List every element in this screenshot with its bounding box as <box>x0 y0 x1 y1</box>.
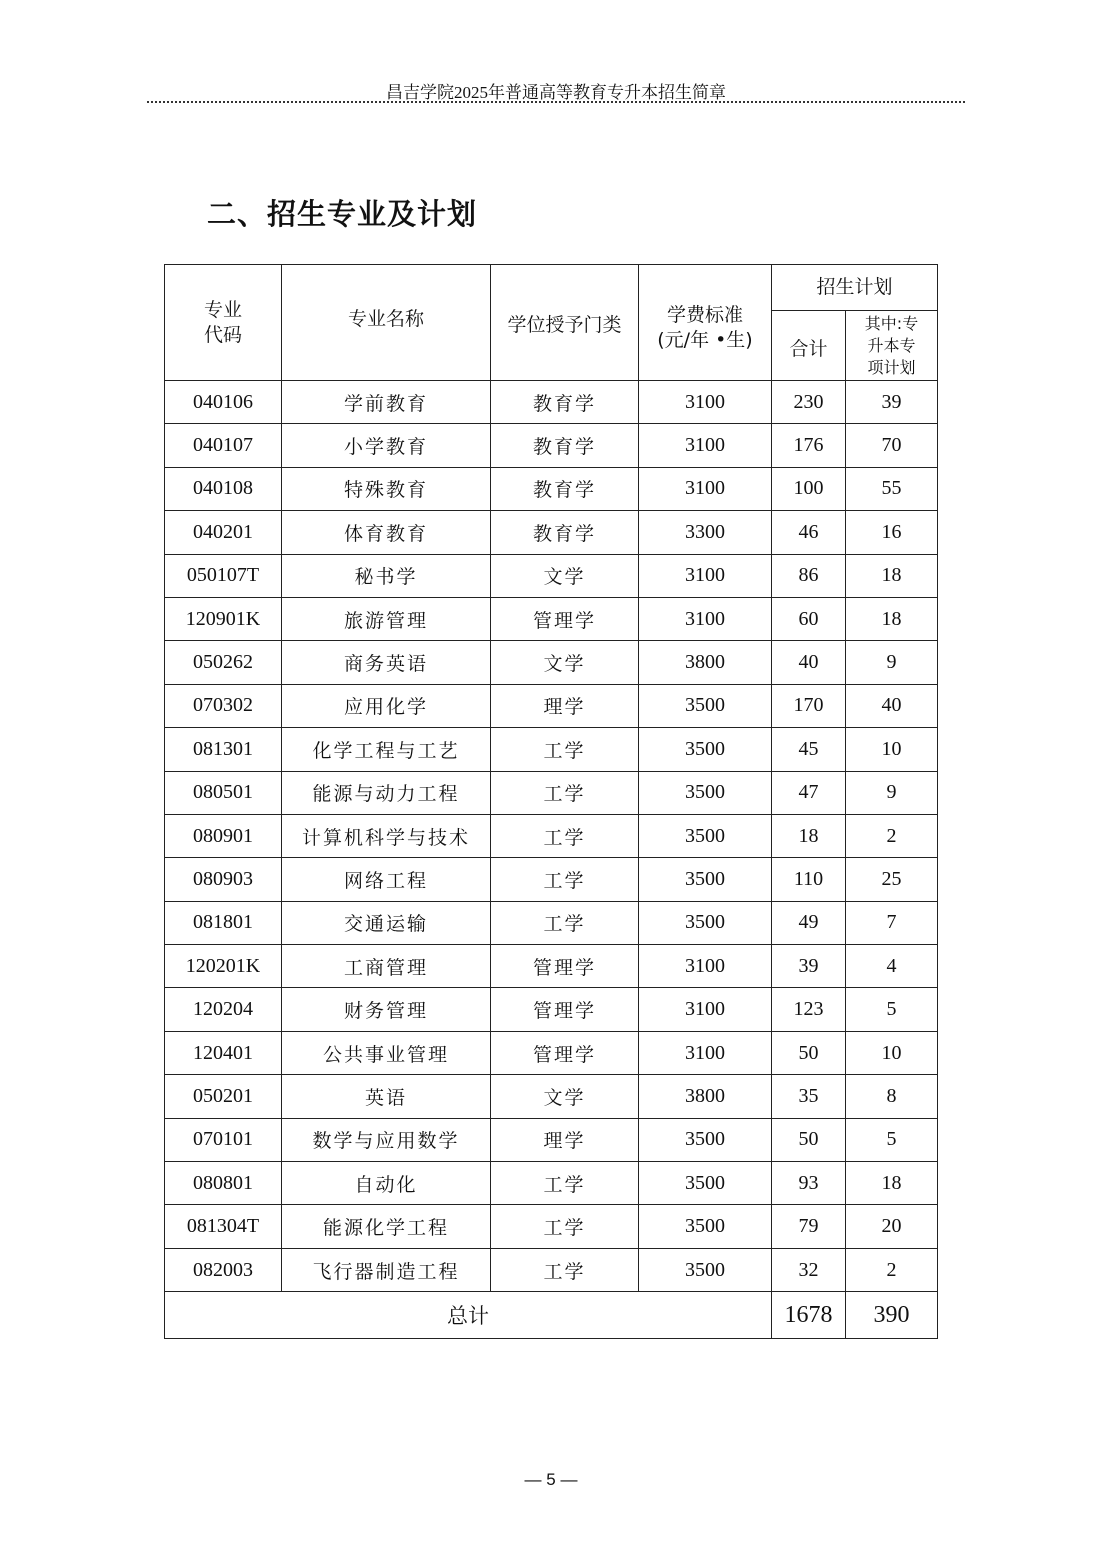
header-text: 其中:专 <box>864 313 919 333</box>
cell-tuition-fee: 3500 <box>639 1118 772 1161</box>
cell-tuition-fee: 3100 <box>639 1031 772 1074</box>
cell-degree-category: 管理学 <box>491 945 639 988</box>
cell-plan-special: 18 <box>846 1162 938 1205</box>
table-row <box>165 728 938 771</box>
running-header: 昌吉学院2025年普通高等教育专升本招生简章 <box>386 83 726 102</box>
cell-degree-category: 教育学 <box>491 467 639 510</box>
cell-tuition-fee: 3300 <box>639 511 772 554</box>
cell-major-code: 080801 <box>165 1162 282 1205</box>
table-row <box>165 771 938 814</box>
table-row <box>165 814 938 857</box>
cell-major-name: 能源与动力工程 <box>282 771 491 814</box>
cell-plan-special: 2 <box>846 814 938 857</box>
cell-major-code: 082003 <box>165 1248 282 1291</box>
cell-plan-special: 40 <box>846 684 938 727</box>
cell-degree-category: 工学 <box>491 1248 639 1291</box>
cell-tuition-fee: 3100 <box>639 381 772 424</box>
cell-tuition-fee: 3500 <box>639 901 772 944</box>
cell-plan-total: 93 <box>772 1162 846 1205</box>
cell-major-name: 学前教育 <box>282 381 491 424</box>
cell-plan-special: 4 <box>846 945 938 988</box>
cell-plan-total: 110 <box>772 858 846 901</box>
cell-plan-special: 18 <box>846 554 938 597</box>
cell-degree-category: 工学 <box>491 1205 639 1248</box>
cell-major-name: 英语 <box>282 1075 491 1118</box>
table-row <box>165 945 938 988</box>
cell-degree-category: 教育学 <box>491 511 639 554</box>
cell-tuition-fee: 3500 <box>639 1248 772 1291</box>
header-tuition <box>639 265 772 381</box>
enrollment-plan-table <box>164 264 938 1339</box>
cell-plan-total: 39 <box>772 945 846 988</box>
header-plan-total: 合计 <box>772 311 846 381</box>
cell-tuition-fee: 3500 <box>639 1162 772 1205</box>
header-enrollment-plan: 招生计划 <box>772 265 938 311</box>
cell-major-name: 公共事业管理 <box>282 1031 491 1074</box>
cell-plan-special: 20 <box>846 1205 938 1248</box>
cell-plan-special: 25 <box>846 858 938 901</box>
cell-major-code: 050201 <box>165 1075 282 1118</box>
total-label: 总计 <box>165 1292 772 1339</box>
cell-plan-total: 47 <box>772 771 846 814</box>
cell-degree-category: 工学 <box>491 1162 639 1205</box>
cell-plan-special: 70 <box>846 424 938 467</box>
cell-major-code: 081304T <box>165 1205 282 1248</box>
cell-major-name: 小学教育 <box>282 424 491 467</box>
cell-degree-category: 工学 <box>491 728 639 771</box>
total-special-plan: 390 <box>846 1292 938 1339</box>
header-text: (元/年 •生) <box>657 328 753 351</box>
table-row <box>165 641 938 684</box>
cell-plan-special: 2 <box>846 1248 938 1291</box>
cell-major-code: 120901K <box>165 597 282 640</box>
cell-major-name: 交通运输 <box>282 901 491 944</box>
table-row <box>165 1248 938 1291</box>
cell-plan-special: 8 <box>846 1075 938 1118</box>
cell-plan-total: 79 <box>772 1205 846 1248</box>
cell-major-name: 工商管理 <box>282 945 491 988</box>
cell-major-name: 应用化学 <box>282 684 491 727</box>
cell-major-code: 120401 <box>165 1031 282 1074</box>
cell-plan-total: 46 <box>772 511 846 554</box>
cell-degree-category: 文学 <box>491 554 639 597</box>
table-row <box>165 1118 938 1161</box>
cell-major-code: 080903 <box>165 858 282 901</box>
cell-plan-total: 230 <box>772 381 846 424</box>
table-row <box>165 1205 938 1248</box>
table-row <box>165 1031 938 1074</box>
cell-major-code: 080501 <box>165 771 282 814</box>
total-row <box>165 1292 938 1339</box>
cell-major-name: 自动化 <box>282 1162 491 1205</box>
cell-major-code: 081801 <box>165 901 282 944</box>
cell-major-code: 040106 <box>165 381 282 424</box>
cell-degree-category: 教育学 <box>491 424 639 467</box>
cell-major-name: 秘书学 <box>282 554 491 597</box>
table-row <box>165 511 938 554</box>
cell-degree-category: 工学 <box>491 771 639 814</box>
cell-plan-special: 9 <box>846 771 938 814</box>
cell-tuition-fee: 3100 <box>639 945 772 988</box>
cell-major-code: 070101 <box>165 1118 282 1161</box>
header-text: 项计划 <box>867 357 916 377</box>
cell-major-code: 050107T <box>165 554 282 597</box>
table-row <box>165 467 938 510</box>
cell-major-code: 050262 <box>165 641 282 684</box>
cell-major-code: 120204 <box>165 988 282 1031</box>
table-row <box>165 1162 938 1205</box>
header-degree-category: 学位授予门类 <box>491 265 639 381</box>
cell-tuition-fee: 3100 <box>639 467 772 510</box>
cell-plan-total: 45 <box>772 728 846 771</box>
cell-plan-total: 32 <box>772 1248 846 1291</box>
page-number: — 5 — <box>524 1470 578 1489</box>
cell-plan-total: 170 <box>772 684 846 727</box>
cell-degree-category: 教育学 <box>491 381 639 424</box>
table-row <box>165 901 938 944</box>
header-divider <box>147 101 965 103</box>
cell-plan-special: 10 <box>846 1031 938 1074</box>
cell-degree-category: 理学 <box>491 1118 639 1161</box>
table-row <box>165 988 938 1031</box>
cell-tuition-fee: 3500 <box>639 814 772 857</box>
cell-plan-total: 50 <box>772 1118 846 1161</box>
cell-tuition-fee: 3100 <box>639 424 772 467</box>
table-row <box>165 424 938 467</box>
cell-plan-total: 60 <box>772 597 846 640</box>
cell-major-name: 网络工程 <box>282 858 491 901</box>
cell-major-code: 040107 <box>165 424 282 467</box>
cell-tuition-fee: 3100 <box>639 597 772 640</box>
cell-degree-category: 工学 <box>491 901 639 944</box>
cell-degree-category: 理学 <box>491 684 639 727</box>
cell-tuition-fee: 3800 <box>639 641 772 684</box>
cell-plan-special: 5 <box>846 1118 938 1161</box>
cell-degree-category: 管理学 <box>491 1031 639 1074</box>
table-row <box>165 684 938 727</box>
cell-plan-special: 39 <box>846 381 938 424</box>
cell-plan-special: 5 <box>846 988 938 1031</box>
cell-major-code: 040201 <box>165 511 282 554</box>
cell-plan-total: 40 <box>772 641 846 684</box>
cell-degree-category: 文学 <box>491 641 639 684</box>
cell-plan-special: 7 <box>846 901 938 944</box>
cell-plan-special: 55 <box>846 467 938 510</box>
table-row <box>165 1075 938 1118</box>
header-text: 升本专 <box>867 335 916 355</box>
cell-major-code: 120201K <box>165 945 282 988</box>
cell-plan-total: 49 <box>772 901 846 944</box>
cell-tuition-fee: 3500 <box>639 1205 772 1248</box>
cell-degree-category: 工学 <box>491 814 639 857</box>
cell-major-name: 财务管理 <box>282 988 491 1031</box>
cell-major-name: 飞行器制造工程 <box>282 1248 491 1291</box>
header-plan-special <box>846 311 938 381</box>
cell-tuition-fee: 3500 <box>639 728 772 771</box>
cell-plan-total: 100 <box>772 467 846 510</box>
cell-major-name: 数学与应用数学 <box>282 1118 491 1161</box>
cell-major-name: 特殊教育 <box>282 467 491 510</box>
cell-major-name: 化学工程与工艺 <box>282 728 491 771</box>
table-row <box>165 858 938 901</box>
cell-degree-category: 管理学 <box>491 597 639 640</box>
cell-plan-special: 18 <box>846 597 938 640</box>
cell-plan-total: 50 <box>772 1031 846 1074</box>
header-text: 专业 <box>203 298 242 321</box>
table-row <box>165 381 938 424</box>
header-major-name: 专业名称 <box>282 265 491 381</box>
cell-major-name: 旅游管理 <box>282 597 491 640</box>
cell-plan-total: 176 <box>772 424 846 467</box>
table-row <box>165 554 938 597</box>
header-text: 学费标准 <box>666 303 743 326</box>
cell-major-name: 能源化学工程 <box>282 1205 491 1248</box>
cell-plan-total: 35 <box>772 1075 846 1118</box>
cell-plan-special: 16 <box>846 511 938 554</box>
section-title: 二、招生专业及计划 <box>207 197 478 231</box>
total-enrollment: 1678 <box>772 1292 846 1339</box>
cell-degree-category: 文学 <box>491 1075 639 1118</box>
cell-tuition-fee: 3100 <box>639 988 772 1031</box>
cell-degree-category: 管理学 <box>491 988 639 1031</box>
header-text: 代码 <box>203 323 242 346</box>
header-major-code <box>165 265 282 381</box>
cell-degree-category: 工学 <box>491 858 639 901</box>
cell-tuition-fee: 3500 <box>639 858 772 901</box>
cell-tuition-fee: 3500 <box>639 771 772 814</box>
cell-plan-total: 86 <box>772 554 846 597</box>
cell-plan-total: 18 <box>772 814 846 857</box>
table-row <box>165 597 938 640</box>
cell-major-code: 040108 <box>165 467 282 510</box>
cell-tuition-fee: 3800 <box>639 1075 772 1118</box>
cell-major-code: 080901 <box>165 814 282 857</box>
cell-major-name: 商务英语 <box>282 641 491 684</box>
cell-major-name: 体育教育 <box>282 511 491 554</box>
cell-major-name: 计算机科学与技术 <box>282 814 491 857</box>
cell-plan-total: 123 <box>772 988 846 1031</box>
cell-major-code: 081301 <box>165 728 282 771</box>
cell-major-code: 070302 <box>165 684 282 727</box>
cell-plan-special: 9 <box>846 641 938 684</box>
cell-plan-special: 10 <box>846 728 938 771</box>
cell-tuition-fee: 3500 <box>639 684 772 727</box>
cell-tuition-fee: 3100 <box>639 554 772 597</box>
